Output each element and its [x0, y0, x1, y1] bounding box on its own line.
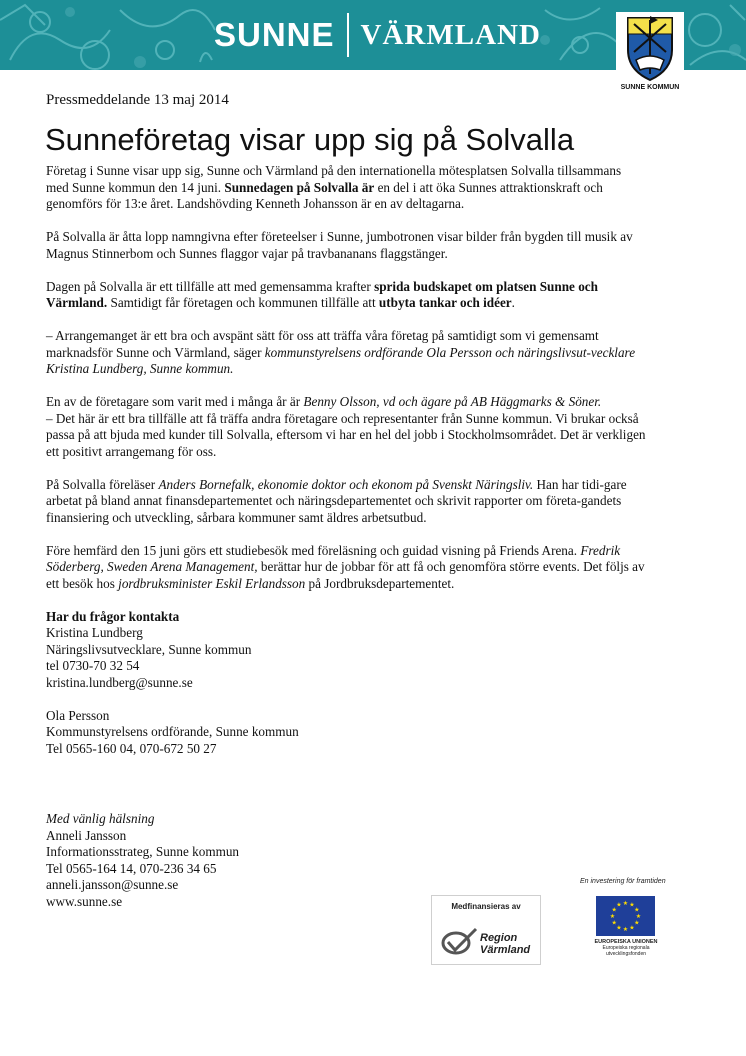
paragraph-opportunity	[46, 279, 646, 312]
eu-star-icon: ★	[616, 902, 622, 909]
contact-name: Ola Persson	[46, 707, 110, 723]
italic-run: kommunstyrelsens ordförande Ola Persson och näringslivsut-vecklare Kristina Lundberg, Sunne kommun.	[46, 344, 636, 376]
brand-wordmark	[214, 12, 541, 58]
signature-email-link[interactable]: anneli.jansson@sunne.se	[46, 877, 179, 892]
bold-run: Sunnedagen på Solvalla är	[224, 179, 375, 195]
region-varmland-logo	[431, 895, 541, 965]
signature-role: Informationsstrateg, Sunne kommun	[46, 844, 240, 859]
eu-stars	[596, 896, 655, 936]
eu-star-icon: ★	[634, 907, 640, 914]
region-name-line-2: Värmland	[480, 944, 531, 956]
contact-block-1	[46, 609, 646, 692]
text-run: Han har tidi-gare arbetat på bland annat finansdepartementet och näringsdepartementet och skrivit rapporter om företa-gandets finansiering och utveckling, sårbara kommuner samt äldres arbetsutbud.	[46, 476, 627, 525]
eu-star-icon: ★	[609, 914, 616, 920]
bold-run: sprida budskapet om platsen Sunne och Värmland.	[46, 278, 598, 310]
eu-star-icon: ★	[622, 927, 629, 933]
italic-run: Fredrik Söderberg, Sweden Arena Management,	[46, 542, 621, 574]
text-run: Samtidigt får företagen och kommunen tillfälle att	[107, 295, 379, 310]
signature-name: Anneli Jansson	[46, 827, 127, 843]
contact-heading	[46, 609, 646, 626]
text-run: på Jordbruksdepartementet.	[305, 575, 455, 591]
signature-phone: Tel 0565-164 14, 070-236 34 65	[46, 860, 217, 876]
contact-email-link[interactable]: kristina.lundberg@sunne.se	[46, 674, 193, 690]
eu-caption-line-3: utvecklingsfonden	[605, 951, 647, 957]
contact-phone: tel 0730-70 32 54	[46, 658, 140, 673]
region-checkmark-icon	[440, 926, 480, 956]
paragraph-quote-organizers	[46, 328, 646, 378]
paragraph-races: På Solvalla är åtta lopp namngivna efter företeelser i Sunne, jumbotronen visar bilder från bygden till musik av Magnus Stinnerbom och Sunnes flaggor vajar på travbananans flaggstänger.	[46, 229, 633, 261]
italic-run: Benny Olsson, vd och ägare på AB Häggmarks & Söner.	[303, 394, 602, 409]
text-run: .	[511, 295, 515, 310]
eu-star-icon: ★	[611, 920, 617, 927]
article-body	[46, 163, 646, 774]
brand-divider	[347, 13, 349, 57]
eu-star-icon: ★	[611, 907, 617, 914]
greeting-text: Med vänlig hälsning	[46, 811, 155, 826]
eu-star-icon: ★	[635, 914, 642, 920]
text-run: En av de företagare som varit med i många år är	[46, 394, 304, 409]
region-name	[480, 932, 530, 956]
text-run: Företag i Sunne visar upp sig, Sunne och Värmland på den internationella mötesplatsen Solvalla tillsammans med Sunne kommun den 14 juni.	[46, 163, 622, 195]
paragraph-study-visit	[46, 543, 646, 593]
signature-greeting	[46, 811, 239, 828]
press-release-date: Pressmeddelande 13 maj 2014	[46, 92, 229, 108]
text-run: berättar hur de jobbar för att få och genomföra större events. Det följs av ett besök hos	[46, 559, 645, 591]
text-run: Dagen på Solvalla är ett tillfälle att med gemensamma krafter	[46, 278, 375, 294]
cofinanced-label: Medfinansieras av	[451, 902, 521, 911]
contact-block-2	[46, 708, 646, 758]
paragraph-quote-entrepreneur	[46, 394, 646, 460]
eu-star-icon: ★	[616, 925, 622, 932]
text-run: – Det här är ett bra tillfälle att få träffa andra företagare och representanter från Sunne kommun. Vi brukar också passa på att bjuda med kunder till Solvalla, eftersom vi har en hel del jobb i Stockholmsområdet. Det är verkligen ett positivt arrangemang för oss.	[46, 410, 646, 459]
eu-caption	[586, 939, 666, 957]
contact-phone: Tel 0565-160 04, 070-672 50 27	[46, 740, 217, 756]
contact-name: Kristina Lundberg	[46, 625, 143, 640]
eu-star-icon: ★	[629, 925, 635, 932]
paragraph-lecture	[46, 477, 646, 527]
bold-run: utbyta tankar och idéer	[378, 295, 512, 310]
paragraph-intro	[46, 163, 646, 213]
municipality-crest-icon	[616, 12, 684, 84]
eu-flag-icon	[596, 896, 655, 936]
contact-role: Kommunstyrelsens ordförande, Sunne kommun	[46, 724, 299, 739]
italic-run: Anders Bornefalk, ekonomie doktor och ekonom på Svenskt Näringsliv.	[158, 476, 534, 492]
eu-caption-main: EUROPEISKA UNIONEN	[594, 939, 658, 945]
eu-caption-line-2: Europeiska regionala	[602, 945, 650, 951]
eu-star-icon: ★	[622, 901, 629, 907]
text-run: På Solvalla föreläser	[46, 476, 159, 492]
page-title: Sunneföretag visar upp sig på Solvalla	[45, 122, 575, 157]
contact-role: Näringslivsutvecklare, Sunne kommun	[46, 641, 252, 657]
text-run: en del i att öka Sunnes attraktionskraft och genomförs för 13:e året. Landshövding Kenneth Johansson är en av deltagarna.	[46, 179, 603, 211]
text-run: Före hemfärd den 15 juni görs ett studiebesök med föreläsning och guidad visning på Friends Arena.	[46, 542, 581, 558]
eu-tagline: En investering för framtiden	[580, 878, 666, 885]
eu-star-icon: ★	[629, 902, 635, 909]
brand-varmland: VÄRMLAND	[360, 18, 541, 51]
italic-run: jordbruksminister Eskil Erlandsson	[118, 575, 306, 591]
crest-caption: SUNNE KOMMUN	[620, 84, 680, 91]
signature-block	[46, 811, 239, 910]
crest-container	[616, 12, 684, 94]
text-run: – Arrangemanget är ett bra och avspänt sätt för oss att träffa våra företag på samtidigt som vi gemensamt marknadsför Sunne och Värmland, säger	[46, 328, 599, 360]
eu-star-icon: ★	[634, 920, 640, 927]
region-name-line-1: Region	[480, 932, 518, 944]
signature-website-link[interactable]: www.sunne.se	[46, 893, 123, 909]
brand-sunne: SUNNE	[214, 16, 335, 53]
contact-heading-text: Har du frågor kontakta	[46, 608, 180, 624]
